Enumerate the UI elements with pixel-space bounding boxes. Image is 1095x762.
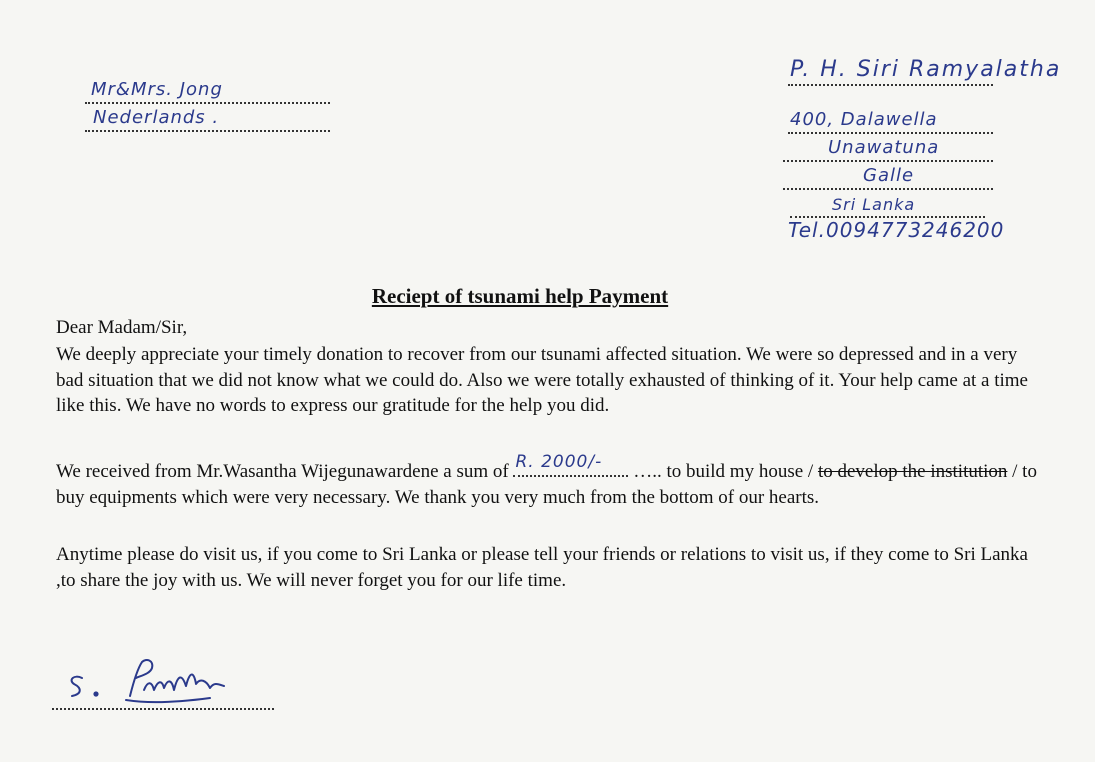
- sender-street: 400, Dalawella: [790, 109, 938, 130]
- amount-value: R. 2000/-: [515, 451, 603, 472]
- recipient-name-line: [85, 76, 330, 104]
- recipient-name: Mr&Mrs. Jong: [91, 79, 223, 100]
- signature-image: [60, 650, 240, 710]
- struck-out-option: to develop the institution: [817, 461, 1008, 482]
- sender-name: P. H. Siri Ramyalatha: [790, 57, 1062, 82]
- recipient-country: Nederlands .: [93, 107, 220, 128]
- sender-country: Sri Lanka: [832, 195, 916, 214]
- sender-phone: Tel.0094773246200: [788, 218, 1005, 242]
- recipient-country-line: [85, 104, 330, 132]
- payment-text-after: ….. to build my house /: [628, 461, 818, 482]
- greeting: Dear Madam/Sir,: [56, 317, 188, 338]
- payment-text-before: We received from Mr.Wasantha Wijegunawardene a sum of: [56, 461, 514, 482]
- paragraph-invitation: Anytime please do visit us, if you come to Sri Lanka or please tell your friends or relations to visit us, if they come to Sri Lanka ,to share the joy with us. We will never forget you for our life time.: [56, 544, 1028, 591]
- paragraph-payment: [56, 451, 1041, 510]
- sender-name-line: [788, 57, 1062, 86]
- sender-address-line-3: [783, 162, 993, 190]
- sender-country-line: [790, 190, 985, 218]
- amount-field: [513, 451, 628, 477]
- document-title: Reciept of tsunami help Payment: [371, 284, 669, 308]
- payment-text-rest: / to buy equipments which were very necessary. We thank you very much from the bottom of our hearts.: [56, 461, 1037, 508]
- paragraph-gratitude: We deeply appreciate your timely donation to recover from our tsunami affected situation. We were so depressed and in a very bad situation that we did not know what we could do. Also we were totally exhausted of thinking of it. Your help came at a time like this. We have no words to express our gratitude for the help you did.: [56, 344, 1028, 416]
- sender-town: Unawatuna: [828, 137, 940, 158]
- sender-city: Galle: [863, 165, 915, 186]
- sender-address-line-2: [783, 134, 993, 162]
- sender-address-line-1: [788, 106, 993, 134]
